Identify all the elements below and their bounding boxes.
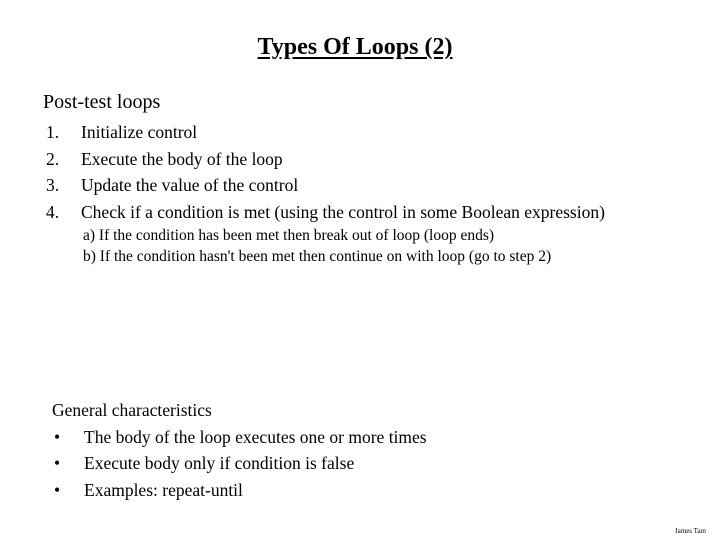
list-item bbox=[46, 119, 646, 146]
steps-list bbox=[46, 119, 646, 267]
section-heading: Post-test loops bbox=[43, 91, 161, 113]
bullet-icon: • bbox=[54, 426, 61, 447]
step-text: Check if a condition is met (using the control in some Boolean expression) bbox=[81, 201, 605, 222]
step-number: 2. bbox=[46, 148, 60, 169]
general-characteristics bbox=[52, 397, 652, 503]
bullet-text: Execute body only if condition is false bbox=[84, 453, 355, 473]
list-item bbox=[46, 146, 646, 173]
list-item bbox=[52, 450, 652, 477]
step-number: 1. bbox=[46, 122, 60, 142]
substep-item: a) If the condition has been met then break out of loop (loop ends) bbox=[83, 227, 495, 244]
bullet-icon: • bbox=[54, 479, 61, 500]
substep-item: b) If the condition hasn't been met then continue on with loop (go to step 2) bbox=[83, 248, 552, 265]
bullet-icon: • bbox=[54, 453, 61, 473]
list-item bbox=[46, 199, 646, 226]
list-item bbox=[52, 424, 652, 451]
step-number: 3. bbox=[46, 175, 60, 195]
step-text: Execute the body of the loop bbox=[81, 148, 283, 169]
bullet-text: Examples: repeat-until bbox=[84, 479, 243, 500]
bullet-text: The body of the loop executes one or more times bbox=[84, 426, 427, 447]
list-item bbox=[46, 172, 646, 199]
step-text: Update the value of the control bbox=[81, 175, 299, 195]
footer-author: James Tam bbox=[674, 527, 706, 535]
list-item bbox=[52, 477, 652, 504]
substeps-list bbox=[83, 225, 646, 267]
step-text: Initialize control bbox=[81, 122, 198, 142]
step-number: 4. bbox=[46, 201, 60, 222]
slide-title: Types Of Loops (2) bbox=[257, 34, 453, 60]
general-heading: General characteristics bbox=[52, 400, 212, 420]
